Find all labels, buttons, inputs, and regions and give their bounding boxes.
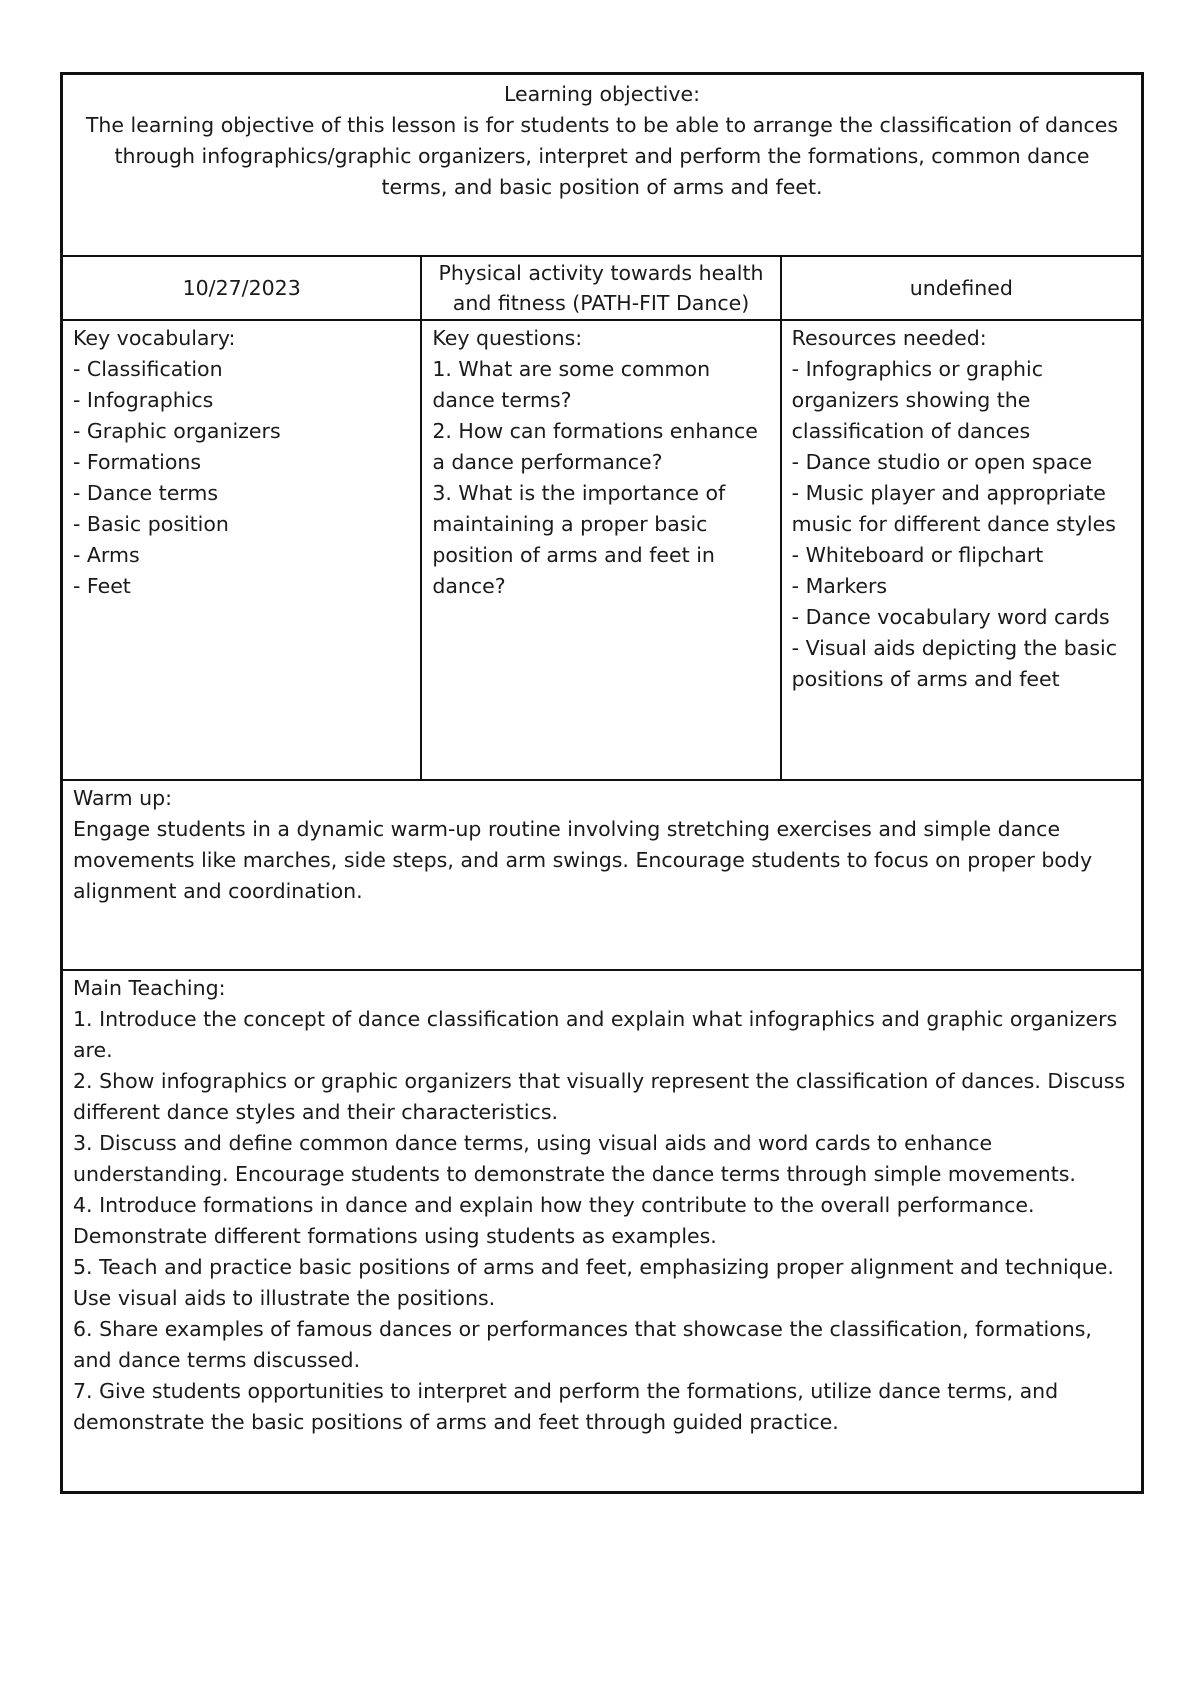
resources-column [782,321,1141,779]
main-teaching-step: 7. Give students opportunities to interpret and perform the formations, utilize dance terms, and demonstrate the basic positions of arms and feet through guided practice. [73,1379,1059,1434]
learning-objective-section [63,75,1141,257]
main-teaching-heading: Main Teaching: [73,976,226,1000]
key-questions-column [422,321,781,779]
vocab-item: - Basic position [73,512,229,536]
vocab-questions-resources-row [63,321,1141,781]
learning-objective-heading: Learning objective: [503,82,701,106]
question-item: 1. What are some common dance terms? [432,357,711,412]
main-teaching-step: 4. Introduce formations in dance and explain how they contribute to the overall performance. Demonstrate different formations using students as examples. [73,1193,1035,1248]
resources-heading: Resources needed: [791,326,987,350]
learning-objective-text: The learning objective of this lesson is for students to be able to arrange the classification of dances through infographics/graphic organizers, interpret and perform the formations, common dance terms, and basic position of arms and feet. [85,113,1119,199]
main-teaching-step: 5. Teach and practice basic positions of arms and feet, emphasizing proper alignment and technique. Use visual aids to illustrate the positions. [73,1255,1114,1310]
question-item: 2. How can formations enhance a dance performance? [432,419,758,474]
main-teaching-step: 3. Discuss and define common dance terms, using visual aids and word cards to enhance understanding. Encourage students to demonstrate the dance terms through simple movements. [73,1131,1076,1186]
resource-item: - Markers [791,574,888,598]
lesson-meta-row [63,257,1141,321]
resource-item: - Infographics or graphic organizers showing the classification of dances [791,357,1044,443]
main-teaching-step: 1. Introduce the concept of dance classification and explain what infographics and graphic organizers are. [73,1007,1118,1062]
main-teaching-step: 2. Show infographics or graphic organizers that visually represent the classification of dances. Discuss different dance styles and their characteristics. [73,1069,1126,1124]
vocab-item: - Graphic organizers [73,419,281,443]
resource-item: - Dance studio or open space [791,450,1093,474]
warm-up-section [63,781,1141,971]
lesson-date: 10/27/2023 [63,257,422,319]
lesson-extra-field: undefined [909,276,1013,300]
vocab-item: - Classification [73,357,223,381]
question-item: 3. What is the importance of maintaining a proper basic position of arms and feet in dance? [432,481,726,598]
warm-up-text: Engage students in a dynamic warm-up routine involving stretching exercises and simple dance movements like marches, side steps, and arm swings. Encourage students to focus on proper body alignment and coordination. [73,817,1093,903]
vocab-item: - Feet [73,574,131,598]
resource-item: - Visual aids depicting the basic positions of arms and feet [791,636,1117,691]
key-vocabulary-column [63,321,422,779]
lesson-plan-table [60,72,1144,1494]
vocab-item: - Arms [73,543,140,567]
key-vocabulary-heading: Key vocabulary: [73,326,236,350]
resource-item: - Dance vocabulary word cards [791,605,1110,629]
warm-up-heading: Warm up: [73,786,172,810]
vocab-item: - Dance terms [73,481,219,505]
resource-item: - Whiteboard or flipchart [791,543,1044,567]
main-teaching-step: 6. Share examples of famous dances or performances that showcase the classification, formations, and dance terms discussed. [73,1317,1092,1372]
key-questions-heading: Key questions: [432,326,583,350]
vocab-item: - Infographics [73,388,214,412]
vocab-item: - Formations [73,450,202,474]
resource-item: - Music player and appropriate music for different dance styles [791,481,1116,536]
main-teaching-section [63,971,1141,1491]
lesson-subject: Physical activity towards health and fitness (PATH-FIT Dance) [422,257,781,319]
